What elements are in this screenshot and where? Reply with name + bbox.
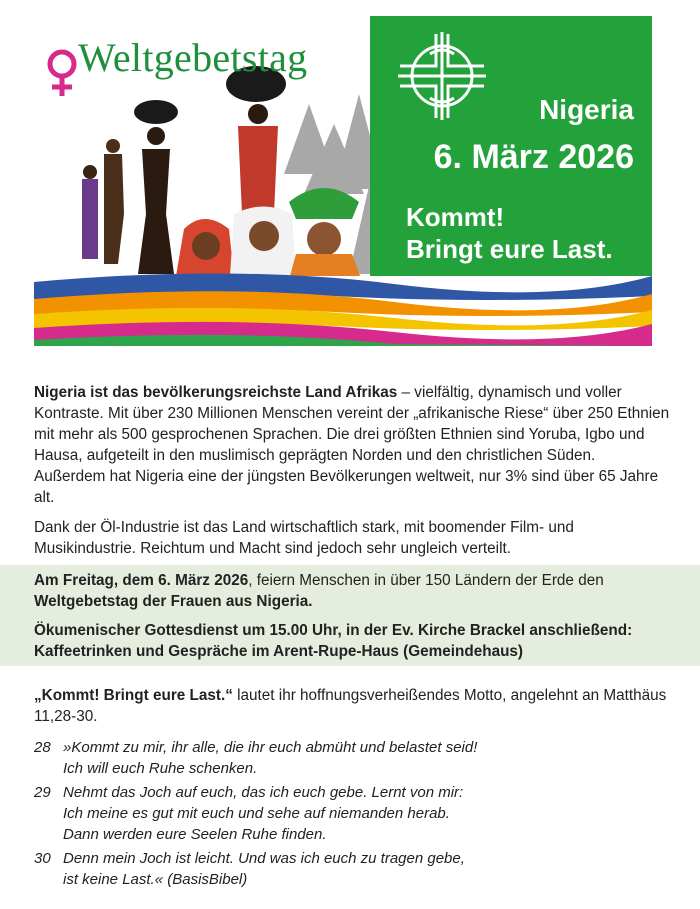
verse-text: Denn mein Joch ist leicht. Und was ich euch zu tragen gebe, ist keine Last.« (BasisBibel) [63,850,465,888]
wordmark: Weltgebetstag [78,35,308,80]
event-name-text: Weltgebetstag der Frauen aus Nigeria. [34,593,313,610]
country-name: Nigeria [539,94,634,125]
event-middle-text: , feiern Menschen in über 150 Ländern der Erde den [248,572,604,589]
motto-line-2: Bringt eure Last. [406,234,613,264]
event-announcement [34,570,670,612]
intro-lead: Nigeria ist das bevölkerungsreichste Land Afrikas [34,384,398,401]
event-date-text: Am Freitag, dem 6. März 2026 [34,572,249,589]
motto-line-1: Kommt! [406,202,505,232]
verse-number: 29 [34,784,51,801]
motto-paragraph [34,685,670,727]
female-symbol-icon [50,52,74,96]
motto-quote: „Kommt! Bringt eure Last.“ [34,687,233,704]
event-date: 6. März 2026 [433,138,634,176]
economy-paragraph: Dank der Öl-Industrie ist das Land wirtschaftlich stark, mit boomender Film- und Musikindustrie. Reichtum und Macht sind jedoch sehr ungleich verteilt. [34,519,574,557]
verse-number: 28 [34,739,51,756]
verse-text: Nehmt das Joch auf euch, das ich euch gebe. Lernt von mir: Ich meine es gut mit euch und sehe auf niemanden herab. Dann werden eure Seelen Ruhe finden. [63,784,464,843]
cross-emblem-icon [392,26,492,126]
verse-number: 30 [34,850,51,867]
title-panel [370,16,652,276]
motto-text: lautet ihr hoffnungsverheißendes Motto, angelehnt an Matthäus 11,28-30. [34,687,667,725]
intro-text: – vielfältig, dynamisch und voller Kontraste. Mit über 230 Millionen Menschen vereint der „afrikanische Riese“ über 250 Ethnien mit mehr als 500 gesprochenen Sprachen. Die drei größten Ethnien sind Yoruba, Igbo und Hausa, aufgeteilt in den muslimisch geprägten Norden und den christlichen Süden. Außerdem hat Nigeria eine der jüngsten Bevölkerungen weltweit, nur 3% sind über 65 Jahre alt. [34,384,670,506]
verse-text: »Kommt zu mir, ihr alle, die ihr euch abmüht und belastet seid! Ich will euch Ruhe schenken. [63,739,478,777]
service-info: Ökumenischer Gottesdienst um 15.00 Uhr, in der Ev. Kirche Brackel anschließend: Kaffeetrinken und Gespräche im Arent-Rupe-Haus (Gemeindehaus) [34,622,633,660]
intro-paragraph [34,382,670,508]
